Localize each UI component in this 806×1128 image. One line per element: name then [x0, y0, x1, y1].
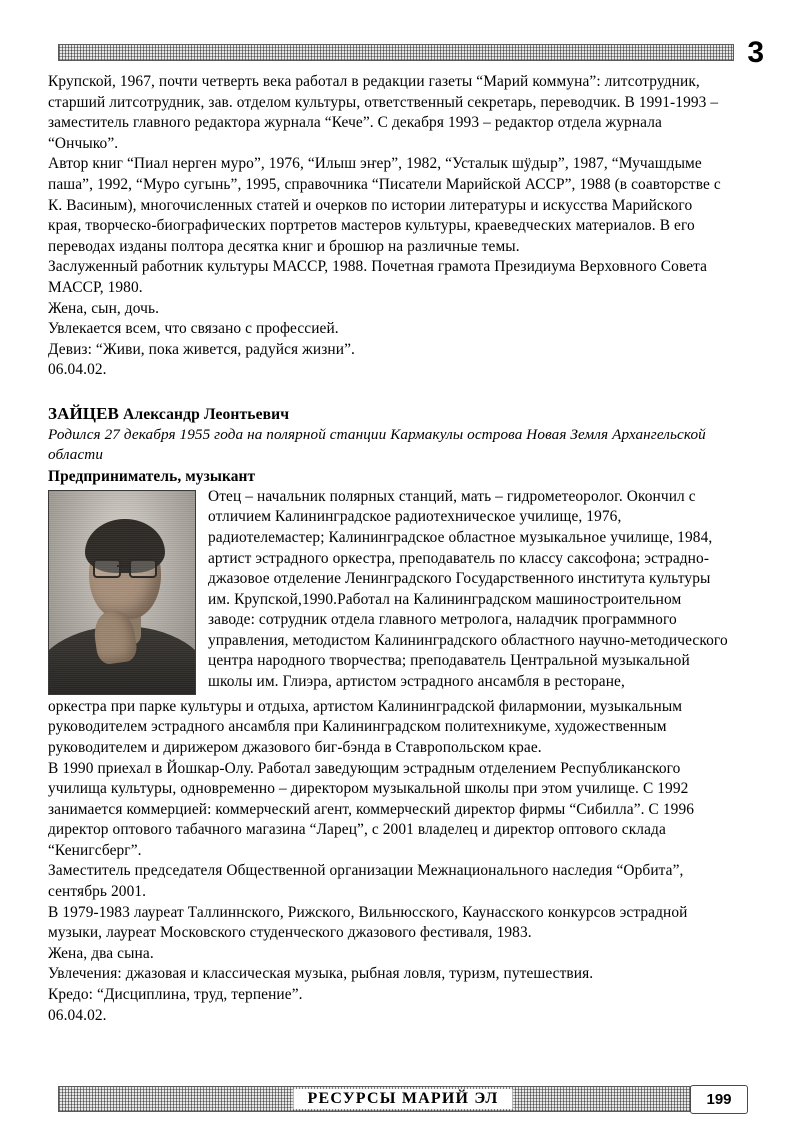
- current-entry-block: [48, 403, 728, 1026]
- entry-occupation-line: Предприниматель, музыкант: [48, 467, 256, 485]
- previous-entry-block: [48, 72, 728, 381]
- entry-born-line: Родился 27 декабря 1955 года на полярной станции Кармакулы острова Новая Земля Архангельской области: [48, 425, 706, 464]
- entry-surname: ЗАЙЦЕВ: [48, 403, 119, 423]
- footer-title: РЕСУРСЫ МАРИЙ ЭЛ: [293, 1089, 512, 1109]
- footer-page-number: 199: [690, 1085, 748, 1114]
- photo-glasses-bridge: [117, 565, 133, 567]
- paragraph: Кредо: “Дисциплина, труд, терпение”.: [48, 986, 303, 1004]
- paragraph: Заслуженный работник культуры МАССР, 1988. Почетная грамота Президиума Верховного Совета МАССР, 1980.: [48, 258, 708, 296]
- entry-name-heading: [48, 403, 728, 425]
- portrait-photo: [48, 490, 196, 695]
- paragraph: оркестра при парке культуры и отдыха, артистом Калининградской филармонии, музыкальным руководителем эстрадного ансамбля при Калининградском политехникуме, художественным руководителем и дирижером джазового биг-бэнда в Ставропольском крае.: [48, 697, 683, 756]
- paragraph-wrapped: Отец – начальник полярных станций, мать – гидрометеоролог. Окончил с отличием Калининградское радиотехническое училище, 1976, радиотелемастер; Калининградское областное музыкальное училище, 1984, артист эстрадного оркестра, преподаватель по классу саксофона; эстрадно-джазовое отделение Ленинградского Государственного института культуры им. Крупской,1990.Работал на Калининградском машиностроительном заводе: сотрудник отдела главного метролога, наладчик программного управления, методистом Калининградского областного научно-методического центра народного творчества; преподаватель Центральной музыкальной школы им. Глиэра, артистом эстрадного ансамбля в ресторане,: [208, 487, 728, 691]
- paragraph: Увлекается всем, что связано с профессией.: [48, 320, 339, 338]
- paragraph: 06.04.02.: [48, 361, 107, 379]
- paragraph: В 1990 приехал в Йошкар-Олу. Работал заведующим эстрадным отделением Республиканского училища культуры, одновременно – директором музыкальной школы при этом училище. С 1992 занимается коммерцией: коммерческий агент, коммерческий директор фирмы “Сибилла”. С 1996 директор оптового табачного магазина “Ларец”, с 2001 владелец и директор оптового склада “Кенигсберг”.: [48, 759, 695, 859]
- paragraph: Увлечения: джазовая и классическая музыка, рыбная ловля, туризм, путешествия.: [48, 965, 594, 983]
- paragraph: Девиз: “Живи, пока живется, радуйся жизни”.: [48, 340, 355, 358]
- paragraph: В 1979-1983 лауреат Таллиннского, Рижского, Вильнюсского, Каунасского конкурсов эстрадной музыки, лауреат Московского студенческого джазового фестиваля, 1983.: [48, 903, 688, 942]
- paragraph: 06.04.02.: [48, 1006, 107, 1024]
- section-spacer: [48, 381, 728, 403]
- entry-photo-and-text: [48, 487, 728, 697]
- photo-glasses: [93, 559, 157, 575]
- paragraph: Крупской, 1967, почти четверть века работал в редакции газеты “Марий коммуна”: литсотрудник, старший литсотрудник, зав. отделом культуры, ответственный секретарь, переводчик. В 1991-1993 – заместитель главного редактора журнала “Кече”. С декабря 1993 – редактор отдела журнала “Ончыко”.: [48, 73, 719, 152]
- paragraph: Заместитель председателя Общественной организации Межнационального наследия “Орбита”, сентябрь 2001.: [48, 862, 684, 901]
- paragraph: Жена, сын, дочь.: [48, 299, 160, 317]
- top-decorative-bar: [58, 44, 734, 61]
- page-content: [48, 72, 728, 1026]
- page-number-top: 3: [747, 36, 764, 69]
- paragraph: Жена, два сына.: [48, 944, 154, 962]
- entry-given-names: Александр Леонтьевич: [118, 405, 290, 423]
- paragraph: Автор книг “Пиал нерген муро”, 1976, “Илыш эҥер”, 1982, “Усталык шӱдыр”, 1987, “Мучашдыме паша”, 1992, “Муро сугынь”, 1995, справочника “Писатели Марийской АССР”, 1988 (в соавторстве с К. Васиным), многочисленных статей и очерков по истории литературы и искусства Марийского края, творческо-биографических портретов мастеров культуры, краеведческих материалов. В его переводах изданы полтора десятка книг и брошюр на различные темы.: [48, 155, 721, 255]
